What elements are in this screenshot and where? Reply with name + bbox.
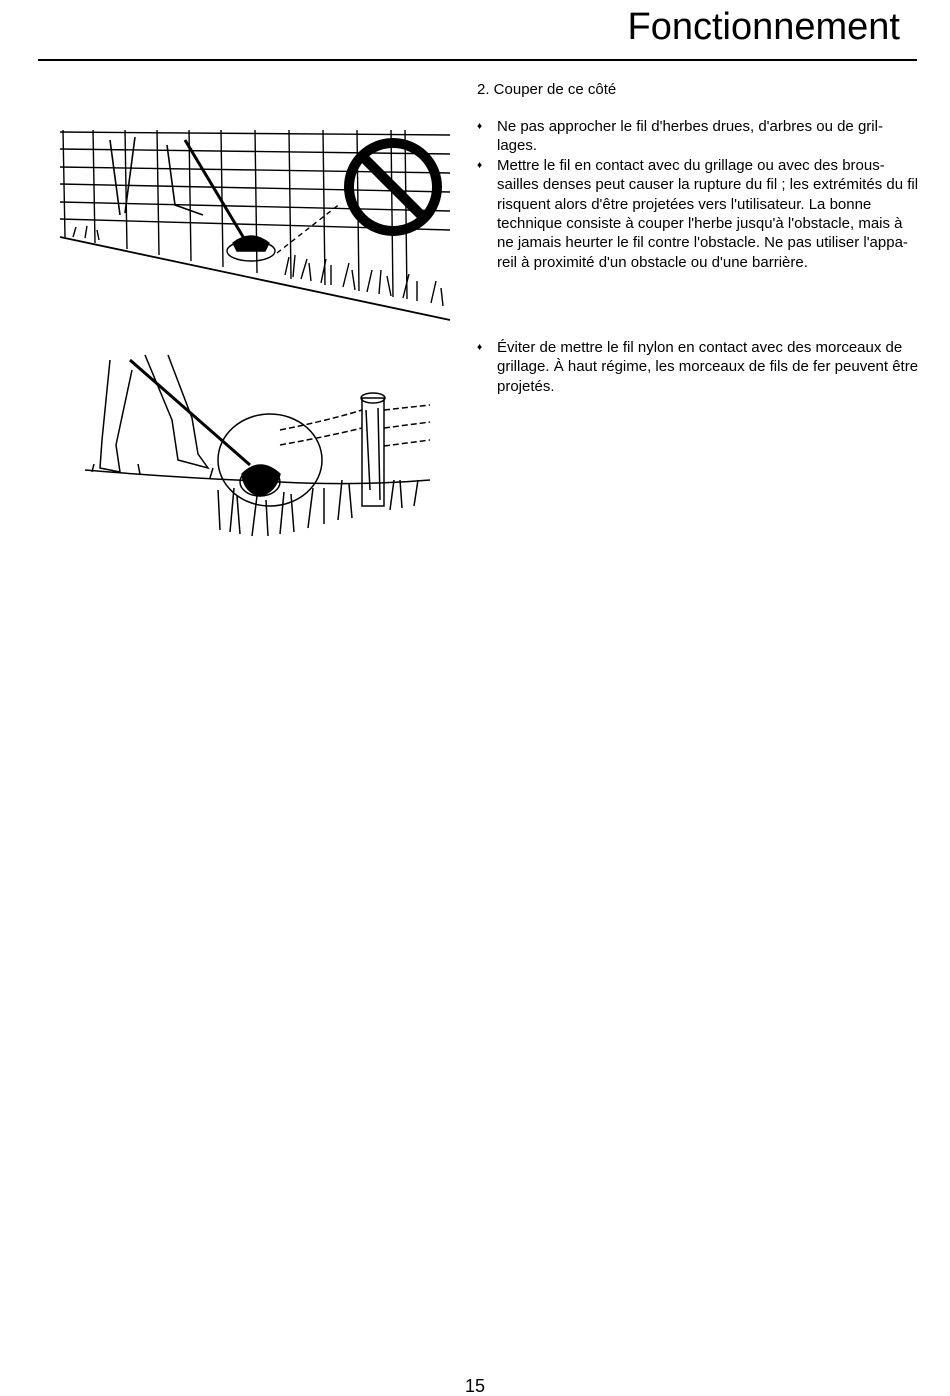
list-item <box>477 156 922 272</box>
list-item-text: Ne pas approcher le fil d'herbes drues, d'arbres ou de gril-lages. <box>497 118 883 155</box>
bullet-list-top <box>477 117 922 272</box>
list-item-text: Mettre le fil en contact avec du grillage ou avec des brous-sailles denses peut causer la rupture du fil ; les extrémités du fil risquent alors d'être projetées vers l'utilisateur. La bonne technique consiste à couper l'herbe jusqu'à l'obstacle, mais à ne jamais heurter le fil contre l'obstacle. Ne pas utiliser l'appa-reil à proximité d'un obstacle ou d'une barrière. <box>497 156 919 271</box>
trimming-near-post-illustration <box>80 350 435 540</box>
list-item <box>477 117 922 156</box>
page-title: Fonctionnement <box>627 6 900 48</box>
page-number: 15 <box>464 1376 486 1396</box>
bullet-diamond-icon: ♦ <box>477 159 483 171</box>
bullet-diamond-icon: ♦ <box>477 342 483 353</box>
section-heading: 2. Couper de ce côté <box>477 81 617 98</box>
bullet-diamond-icon: ♦ <box>477 121 483 132</box>
list-item-text: Éviter de mettre le fil nylon en contact avec des morceaux de grillage. À haut régime, les morceaux de fils de fer peuvent être projetés. <box>497 339 919 395</box>
prohibition-icon <box>349 143 437 231</box>
list-item <box>477 338 922 396</box>
bullet-list-bottom <box>477 338 922 396</box>
fence-prohibited-illustration <box>55 125 455 325</box>
title-divider <box>38 59 917 61</box>
